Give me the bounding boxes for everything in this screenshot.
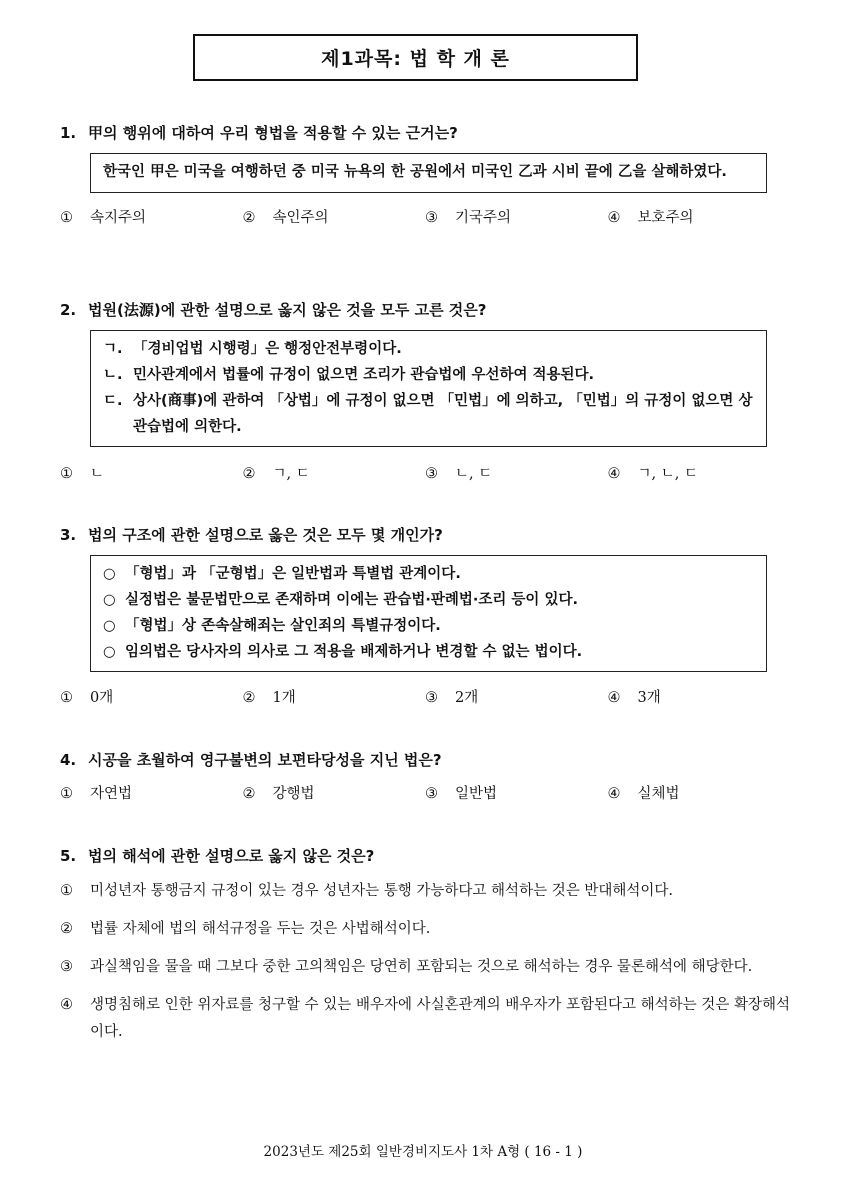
box-item bbox=[103, 613, 756, 639]
option-3[interactable] bbox=[425, 782, 608, 806]
option-2[interactable] bbox=[243, 686, 426, 710]
option-text: 속지주의 bbox=[90, 210, 147, 226]
box-item bbox=[103, 639, 756, 665]
option-2[interactable] bbox=[243, 462, 426, 486]
option-3[interactable] bbox=[425, 206, 608, 230]
option-text: 속인주의 bbox=[272, 210, 329, 226]
option-text: ㄱ, ㄷ bbox=[272, 466, 310, 482]
question-text: 시공을 초월하여 영구불변의 보편타당성을 지닌 법은? bbox=[88, 751, 442, 769]
option-mark: ① bbox=[60, 883, 73, 899]
option-mark: ④ bbox=[60, 997, 73, 1013]
circle-bullet: ○ bbox=[103, 618, 116, 634]
option-text: 생명침해로 인한 위자료를 청구할 수 있는 배우자에 사실혼관계의 배우자가 포함된다고 해석하는 것은 확장해석이다. bbox=[90, 997, 790, 1040]
question-stem bbox=[60, 121, 790, 145]
option-text: ㄴ bbox=[90, 466, 105, 482]
item-text: 「형법」상 존속살해죄는 살인죄의 특별규정이다. bbox=[125, 618, 441, 634]
option-1[interactable] bbox=[60, 782, 243, 806]
option-text: 기국주의 bbox=[455, 210, 512, 226]
option-mark: ④ bbox=[607, 690, 621, 706]
option-2[interactable] bbox=[60, 916, 790, 943]
page-footer: 2023년도 제25회 일반경비지도사 1차 A형 ( 16 - 1 ) bbox=[263, 1144, 583, 1160]
option-mark: ② bbox=[242, 786, 256, 802]
item-mark: ㄷ. bbox=[103, 393, 123, 409]
options bbox=[60, 462, 790, 486]
option-4[interactable] bbox=[608, 206, 791, 230]
option-mark: ① bbox=[60, 466, 73, 482]
circle-bullet: ○ bbox=[103, 644, 116, 660]
question-number: 3. bbox=[60, 526, 77, 544]
question-box bbox=[90, 153, 767, 193]
option-mark: ② bbox=[242, 210, 256, 226]
option-mark: ② bbox=[60, 921, 73, 937]
question-stem bbox=[60, 844, 790, 868]
option-text: ㄱ, ㄴ, ㄷ bbox=[637, 466, 698, 482]
option-text: 실체법 bbox=[637, 786, 680, 802]
option-1[interactable] bbox=[60, 462, 243, 486]
item-text: 상사(商事)에 관하여 「상법」에 규정이 없으면 「민법」에 의하고, 「민법」의 규정이 없으면 상관습법에 의한다. bbox=[133, 393, 753, 435]
question-text: 법의 구조에 관한 설명으로 옳은 것은 모두 몇 개인가? bbox=[88, 526, 443, 544]
option-text: 2개 bbox=[455, 690, 479, 706]
option-text: 3개 bbox=[637, 690, 661, 706]
option-3[interactable] bbox=[60, 954, 790, 981]
question-stem bbox=[60, 748, 790, 772]
option-text: 일반법 bbox=[455, 786, 498, 802]
option-4[interactable] bbox=[60, 992, 790, 1046]
option-mark: ④ bbox=[607, 786, 621, 802]
options bbox=[60, 206, 790, 230]
option-2[interactable] bbox=[243, 206, 426, 230]
option-1[interactable] bbox=[60, 686, 243, 710]
question-2 bbox=[60, 298, 790, 486]
question-number: 5. bbox=[60, 847, 77, 865]
item-text: 실정법은 불문법만으로 존재하며 이에는 관습법·판례법·조리 등이 있다. bbox=[125, 592, 579, 608]
question-number: 4. bbox=[60, 751, 77, 769]
option-mark: ④ bbox=[607, 466, 621, 482]
option-mark: ④ bbox=[607, 210, 621, 226]
option-text: 강행법 bbox=[272, 786, 315, 802]
option-mark: ② bbox=[242, 690, 256, 706]
option-mark: ③ bbox=[425, 210, 438, 226]
question-box bbox=[90, 555, 767, 672]
item-text: 「형법」과 「군형법」은 일반법과 특별법 관계이다. bbox=[125, 566, 461, 582]
option-4[interactable] bbox=[608, 782, 791, 806]
option-text: 법률 자체에 법의 해석규정을 두는 것은 사법해석이다. bbox=[90, 921, 431, 937]
question-stem bbox=[60, 523, 790, 547]
item-mark: ㄴ. bbox=[103, 367, 123, 383]
option-mark: ① bbox=[60, 210, 73, 226]
box-item bbox=[103, 336, 756, 362]
option-4[interactable] bbox=[608, 462, 791, 486]
option-text: 미성년자 통행금지 규정이 있는 경우 성년자는 통행 가능하다고 해석하는 것은 반대해석이다. bbox=[90, 883, 673, 899]
option-1[interactable] bbox=[60, 878, 790, 905]
option-text: 0개 bbox=[90, 690, 114, 706]
circle-bullet: ○ bbox=[103, 566, 116, 582]
question-5 bbox=[60, 844, 790, 1057]
option-text: ㄴ, ㄷ bbox=[455, 466, 493, 482]
option-mark: ① bbox=[60, 690, 73, 706]
box-item bbox=[103, 587, 756, 613]
question-4 bbox=[60, 748, 790, 806]
box-item bbox=[103, 388, 756, 440]
page-title: 제1과목: 법 학 개 론 bbox=[193, 34, 638, 81]
item-text: 임의법은 당사자의 의사로 그 적용을 배제하거나 변경할 수 없는 법이다. bbox=[125, 644, 583, 660]
box-item bbox=[103, 561, 756, 587]
item-mark: ㄱ. bbox=[103, 341, 123, 357]
option-1[interactable] bbox=[60, 206, 243, 230]
option-text: 1개 bbox=[272, 690, 296, 706]
question-number: 1. bbox=[60, 124, 77, 142]
option-mark: ③ bbox=[425, 690, 438, 706]
option-3[interactable] bbox=[425, 462, 608, 486]
option-mark: ③ bbox=[425, 786, 438, 802]
option-mark: ③ bbox=[425, 466, 438, 482]
option-mark: ③ bbox=[60, 959, 73, 975]
question-stem bbox=[60, 298, 790, 322]
question-text: 법원(法源)에 관한 설명으로 옳지 않은 것을 모두 고른 것은? bbox=[88, 301, 487, 319]
item-text: 민사관계에서 법률에 규정이 없으면 조리가 관습법에 우선하여 적용된다. bbox=[133, 367, 595, 383]
option-3[interactable] bbox=[425, 686, 608, 710]
option-2[interactable] bbox=[243, 782, 426, 806]
options bbox=[60, 686, 790, 710]
question-1 bbox=[60, 121, 790, 230]
box-text: 한국인 甲은 미국을 여행하던 중 미국 뉴욕의 한 공원에서 미국인 乙과 시비 끝에 乙을 살해하였다. bbox=[103, 164, 727, 180]
question-text: 甲의 행위에 대하여 우리 형법을 적용할 수 있는 근거는? bbox=[88, 124, 458, 142]
option-4[interactable] bbox=[608, 686, 791, 710]
options bbox=[60, 782, 790, 806]
question-number: 2. bbox=[60, 301, 77, 319]
options bbox=[60, 878, 790, 1046]
option-mark: ② bbox=[242, 466, 256, 482]
option-text: 보호주의 bbox=[637, 210, 694, 226]
question-3 bbox=[60, 523, 790, 710]
option-mark: ① bbox=[60, 786, 73, 802]
question-text: 법의 해석에 관한 설명으로 옳지 않은 것은? bbox=[88, 847, 375, 865]
circle-bullet: ○ bbox=[103, 592, 116, 608]
item-text: 「경비업법 시행령」은 행정안전부령이다. bbox=[133, 341, 402, 357]
question-box bbox=[90, 330, 767, 447]
box-item bbox=[103, 362, 756, 388]
option-text: 과실책임을 물을 때 그보다 중한 고의책임은 당연히 포함되는 것으로 해석하는 경우 물론해석에 해당한다. bbox=[90, 959, 753, 975]
option-text: 자연법 bbox=[90, 786, 133, 802]
